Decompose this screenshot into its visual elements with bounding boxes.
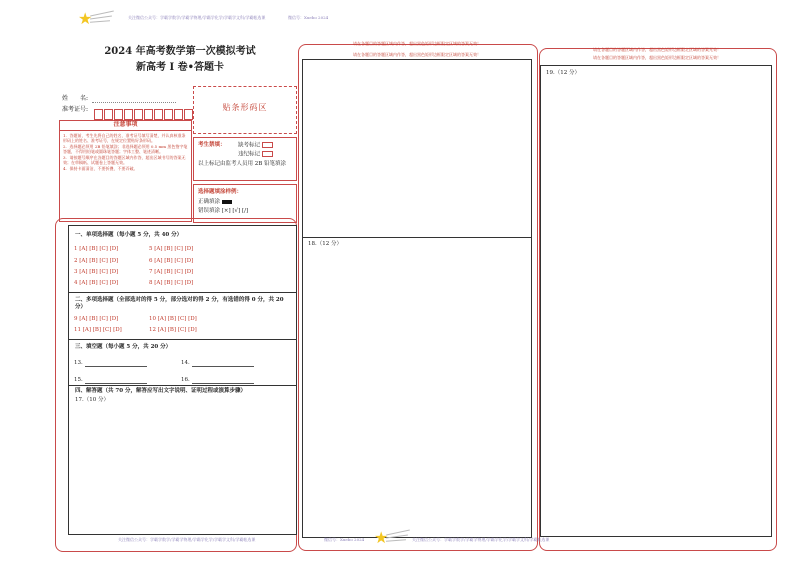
forbidden-note: 以上标记由监考人员用 2B 铅笔填涂 [198, 161, 287, 167]
mc-row[interactable] [74, 269, 224, 276]
id-label: 准考证号: [62, 106, 89, 113]
footer-star-logo [372, 528, 412, 546]
section2-title: 二、多项选择题（全部选对的得 5 分，部分选对的得 2 分，有选错的得 0 分，共 20 分） [75, 297, 284, 310]
fill-q13[interactable] [74, 360, 147, 367]
q17-label: 17.（10 分） [75, 397, 109, 403]
mc-question[interactable]: 10 [A] [B] [C] [D] [149, 316, 197, 322]
right-answer-area[interactable] [540, 65, 772, 537]
notice-box [59, 120, 192, 222]
section-divider [69, 292, 296, 293]
fill-correct-row [198, 199, 232, 206]
right-warning-top: 请在各题目的答题区域内作答，超出黑色矩形边框限定区域的答案无效！ [593, 47, 721, 52]
fill-q14[interactable] [181, 360, 254, 367]
filled-mark [222, 200, 232, 204]
fill-q16[interactable] [181, 377, 254, 384]
forbidden-title: 考生禁填： [198, 142, 226, 148]
notice-item: 3．请按题号顺序在各题目的答题区域内作答，超出区域书写的答案无效；在草稿纸、试题卷上答题无效。 [63, 155, 186, 165]
logo-trail [90, 15, 112, 19]
cheat-mark[interactable] [262, 151, 273, 157]
id-digit-box[interactable] [134, 109, 143, 120]
id-digit-box[interactable] [154, 109, 163, 120]
logo-trail [386, 534, 408, 538]
id-digit-box[interactable] [114, 109, 123, 120]
id-digit-box[interactable] [164, 109, 173, 120]
middle-answer-area[interactable] [302, 59, 532, 538]
q14-label: 14. [181, 360, 190, 366]
id-digit-box[interactable] [94, 109, 103, 120]
q14-blank[interactable] [192, 361, 254, 367]
mc-row[interactable] [74, 258, 224, 265]
barcode-label: 贴条形码区 [222, 103, 268, 112]
mc-row[interactable] [74, 316, 224, 323]
notice-item: 2．选择题必须用 2B 铅笔填涂；非选择题必须用 0.5 mm 黑色签字笔答题，不得用铅笔或圆珠笔答题；字体工整、笔迹清晰。 [63, 144, 188, 154]
id-digit-box[interactable] [124, 109, 133, 120]
footer-text-right: 关注微信公众号：学霸学数学/学霸学物理/学霸学化学/学霸学文科/学霸帐选课 [412, 537, 550, 542]
mc-row[interactable] [74, 246, 224, 253]
absent-mark[interactable] [262, 142, 273, 148]
cheat-label [238, 151, 273, 159]
mc-question[interactable]: 5 [A] [B] [C] [D] [149, 246, 194, 252]
absent-text: 缺考标记 [238, 142, 261, 149]
cheat-text: 违纪标记 [238, 151, 261, 158]
notice-item: 1．答题前，考生先将自己的姓名，准考证号填写清楚，并认真核准条形码上的姓名、准考证号，在规定位置贴好条形码。 [63, 133, 186, 143]
star-icon: ★ [78, 9, 93, 28]
left-answer-area [68, 225, 297, 535]
id-digit-box[interactable] [104, 109, 113, 120]
logo-trail [90, 20, 110, 22]
section1-title: 一、单项选择题（每小题 5 分，共 40 分） [75, 232, 183, 238]
mc-row[interactable] [74, 280, 224, 287]
mc-question[interactable]: 2 [A] [B] [C] [D] [74, 258, 119, 264]
mc-row[interactable] [74, 327, 224, 334]
q15-blank[interactable] [85, 378, 147, 384]
fill-example-title: 选择题填涂样例： [198, 189, 243, 195]
mc-question[interactable]: 1 [A] [B] [C] [D] [74, 246, 119, 252]
section4-title: 四、解答题（共 70 分，解答应写出文字说明、证明过程或演算步骤） [75, 388, 246, 394]
id-digit-box[interactable] [174, 109, 183, 120]
header-version: 微信号：Xuebo 2024 [288, 15, 329, 20]
mc-question[interactable]: 7 [A] [B] [C] [D] [149, 269, 194, 275]
fill-q15[interactable] [74, 377, 147, 384]
page-subtitle: 新高考 I 卷•答题卡 [135, 62, 225, 73]
q18-label: 18.（12 分） [308, 241, 342, 247]
id-digit-box[interactable] [184, 109, 193, 120]
barcode-area [193, 86, 297, 134]
notice-title: 注意事项 [60, 121, 191, 131]
page-title: 2024 年高考数学第一次模拟考试 [104, 46, 256, 57]
mc-question[interactable]: 6 [A] [B] [C] [D] [149, 258, 194, 264]
mc-question[interactable]: 3 [A] [B] [C] [D] [74, 269, 119, 275]
fill-wrong-row [198, 208, 248, 215]
fill-wrong-text: 错误填涂 [198, 208, 221, 214]
name-label: 姓 名: [62, 95, 89, 102]
section-divider [69, 339, 296, 340]
mc-question[interactable]: 9 [A] [B] [C] [D] [74, 316, 119, 322]
header-star-logo [76, 9, 116, 27]
section-divider [69, 385, 296, 386]
middle-warning-sub: 请在各题目的答题区域内作答，超出黑色矩形边框限定区域的答案无效！ [353, 52, 481, 57]
footer-text: 关注微信公众号：学霸学数学/学霸学物理/学霸学化学/学霸学文科/学霸帐选课 [118, 537, 256, 542]
star-icon: ★ [374, 528, 389, 547]
fill-wrong-marks: [×] [√] [/] [221, 208, 249, 214]
header-text: 关注微信公众号：学霸学数学/学霸学物理/学霸学化学/学霸学文科/学霸帐选课 [128, 15, 266, 20]
id-digit-box[interactable] [144, 109, 153, 120]
q16-label: 16. [181, 377, 190, 383]
middle-warning-top: 请在各题目的答题区域内作答，超出黑色矩形边框限定区域的答案无效！ [353, 41, 481, 46]
logo-trail [386, 539, 406, 541]
mc-question[interactable]: 12 [A] [B] [C] [D] [149, 327, 197, 333]
q13-label: 13. [74, 360, 83, 366]
q13-blank[interactable] [85, 361, 147, 367]
mc-question[interactable]: 4 [A] [B] [C] [D] [74, 280, 119, 286]
q17-answer-area[interactable] [69, 406, 296, 534]
right-warning-sub: 请在各题目的答题区域内作答，超出黑色矩形边框限定区域的答案无效！ [593, 55, 721, 60]
q16-blank[interactable] [192, 378, 254, 384]
footer-version: 微信号：Xuebo 2024 [324, 537, 365, 542]
q19-label: 19.（12 分） [546, 70, 580, 76]
section3-title: 三、填空题（每小题 5 分，共 20 分） [75, 344, 172, 350]
notice-item: 4．保持卡面清洁，不要折叠，不要弄破。 [63, 166, 138, 171]
middle-divider [303, 237, 531, 238]
forbidden-box [193, 137, 297, 181]
q15-label: 15. [74, 377, 83, 383]
mc-question[interactable]: 8 [A] [B] [C] [D] [149, 280, 194, 286]
absent-label [238, 142, 273, 150]
name-field[interactable] [92, 101, 176, 103]
fill-correct-text: 正确填涂 [198, 199, 221, 205]
mc-question[interactable]: 11 [A] [B] [C] [D] [74, 327, 122, 333]
